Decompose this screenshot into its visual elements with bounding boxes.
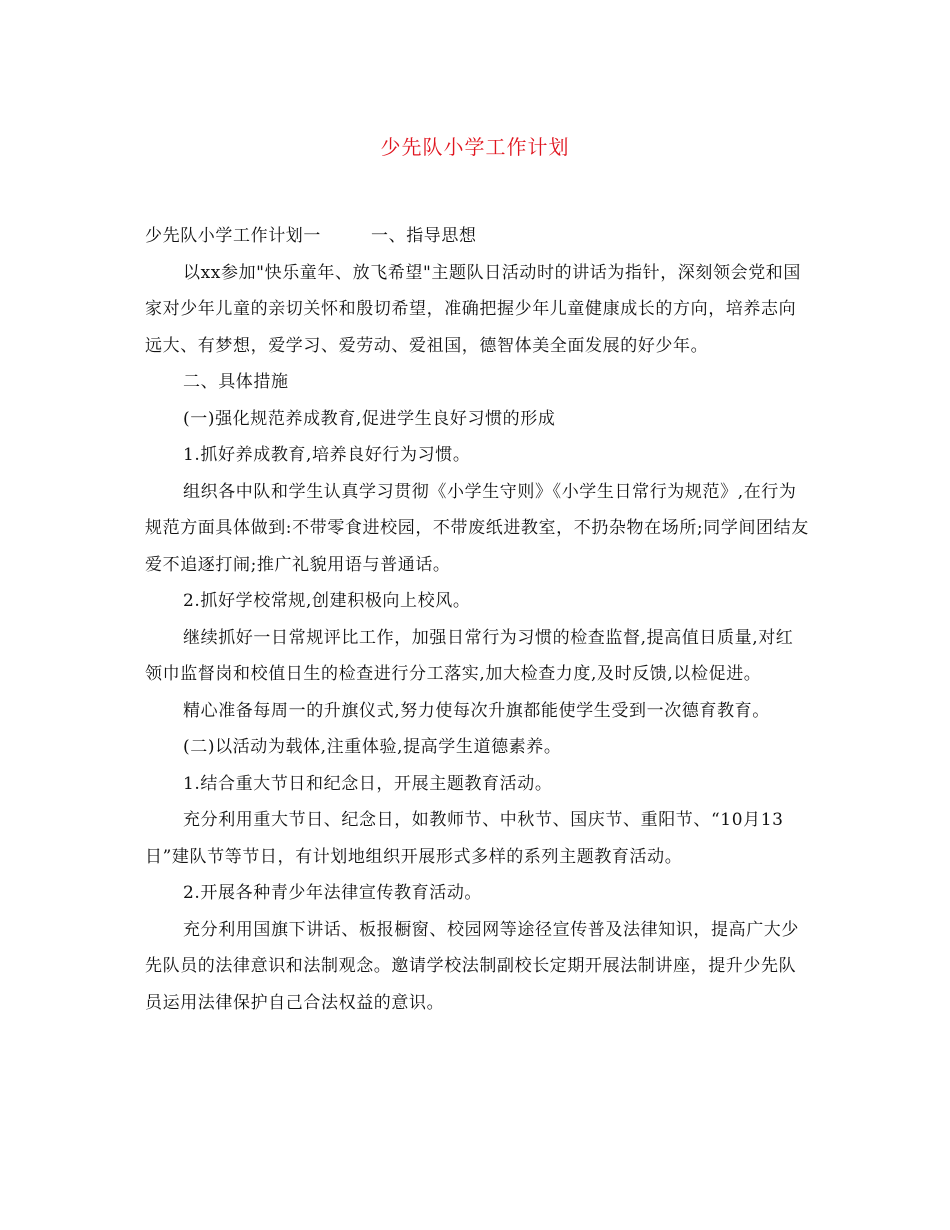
paragraph-school-routine: 继续抓好一日常规评比工作，加强日常行为习惯的检查监督,提高值日质量,对红领巾监督岗和校值日生的检查进行分工落实,加大检查力度,及时反馈,以检促进。: [145, 627, 794, 684]
paragraph-flag-ceremony: 精心准备每周一的升旗仪式,努力使每次升旗都能使学生受到一次德育教育。: [183, 700, 770, 721]
document-body: [145, 218, 810, 1021]
item-heading-habits: 1.抓好养成教育,培养良好行为习惯。: [183, 445, 471, 465]
subsection-heading-activities: (二)以活动为载体,注重体验,提高学生道德素养。: [183, 737, 562, 757]
plan-label: 少先队小学工作计划一: [145, 226, 321, 246]
item-heading-school-routine: 2.抓好学校常规,创建积极向上校风。: [183, 591, 471, 611]
first-line: [145, 218, 810, 255]
paragraph-legal-education: 充分利用国旗下讲话、板报橱窗、校园网等途径宣传普及法律知识，提高广大少先队员的法律意识和法制观念。邀请学校法制副校长定期开展法制讲座，提升少先队员运用法律保护自己合法权益的意识。: [145, 919, 799, 1013]
document-title: 少先队小学工作计划: [380, 135, 570, 159]
section-heading-guiding-thought: 一、指导思想: [371, 226, 477, 246]
paragraph-habits: 组织各中队和学生认真学习贯彻《小学生守则》《小学生日常行为规范》,在行为规范方面具体做到:不带零食进校园，不带废纸进教室，不扔杂物在场所;同学间团结友爱不追逐打闹;推广礼貌用语与普通话。: [145, 481, 809, 575]
item-heading-legal-education: 2.开展各种青少年法律宣传教育活动。: [183, 883, 483, 903]
paragraph-festivals: 充分利用重大节日、纪念日，如教师节、中秋节、国庆节、重阳节、“10月13日”建队节等节日，有计划地组织开展形式多样的系列主题教育活动。: [145, 810, 784, 867]
subsection-heading-norms: (一)强化规范养成教育,促进学生良好习惯的形成: [183, 408, 556, 429]
item-heading-festivals: 1.结合重大节日和纪念日，开展主题教育活动。: [183, 773, 553, 794]
section-heading-measures: 二、具体措施: [183, 372, 289, 392]
paragraph-guiding-thought: 以xx参加"快乐童年、放飞希望"主题队日活动时的讲话为指针，深刻领会党和国家对少年儿童的亲切关怀和殷切希望，准确把握少年儿童健康成长的方向，培养志向远大、有梦想，爱学习、爱劳动、爱祖国，德智体美全面发展的好少年。: [145, 262, 802, 356]
